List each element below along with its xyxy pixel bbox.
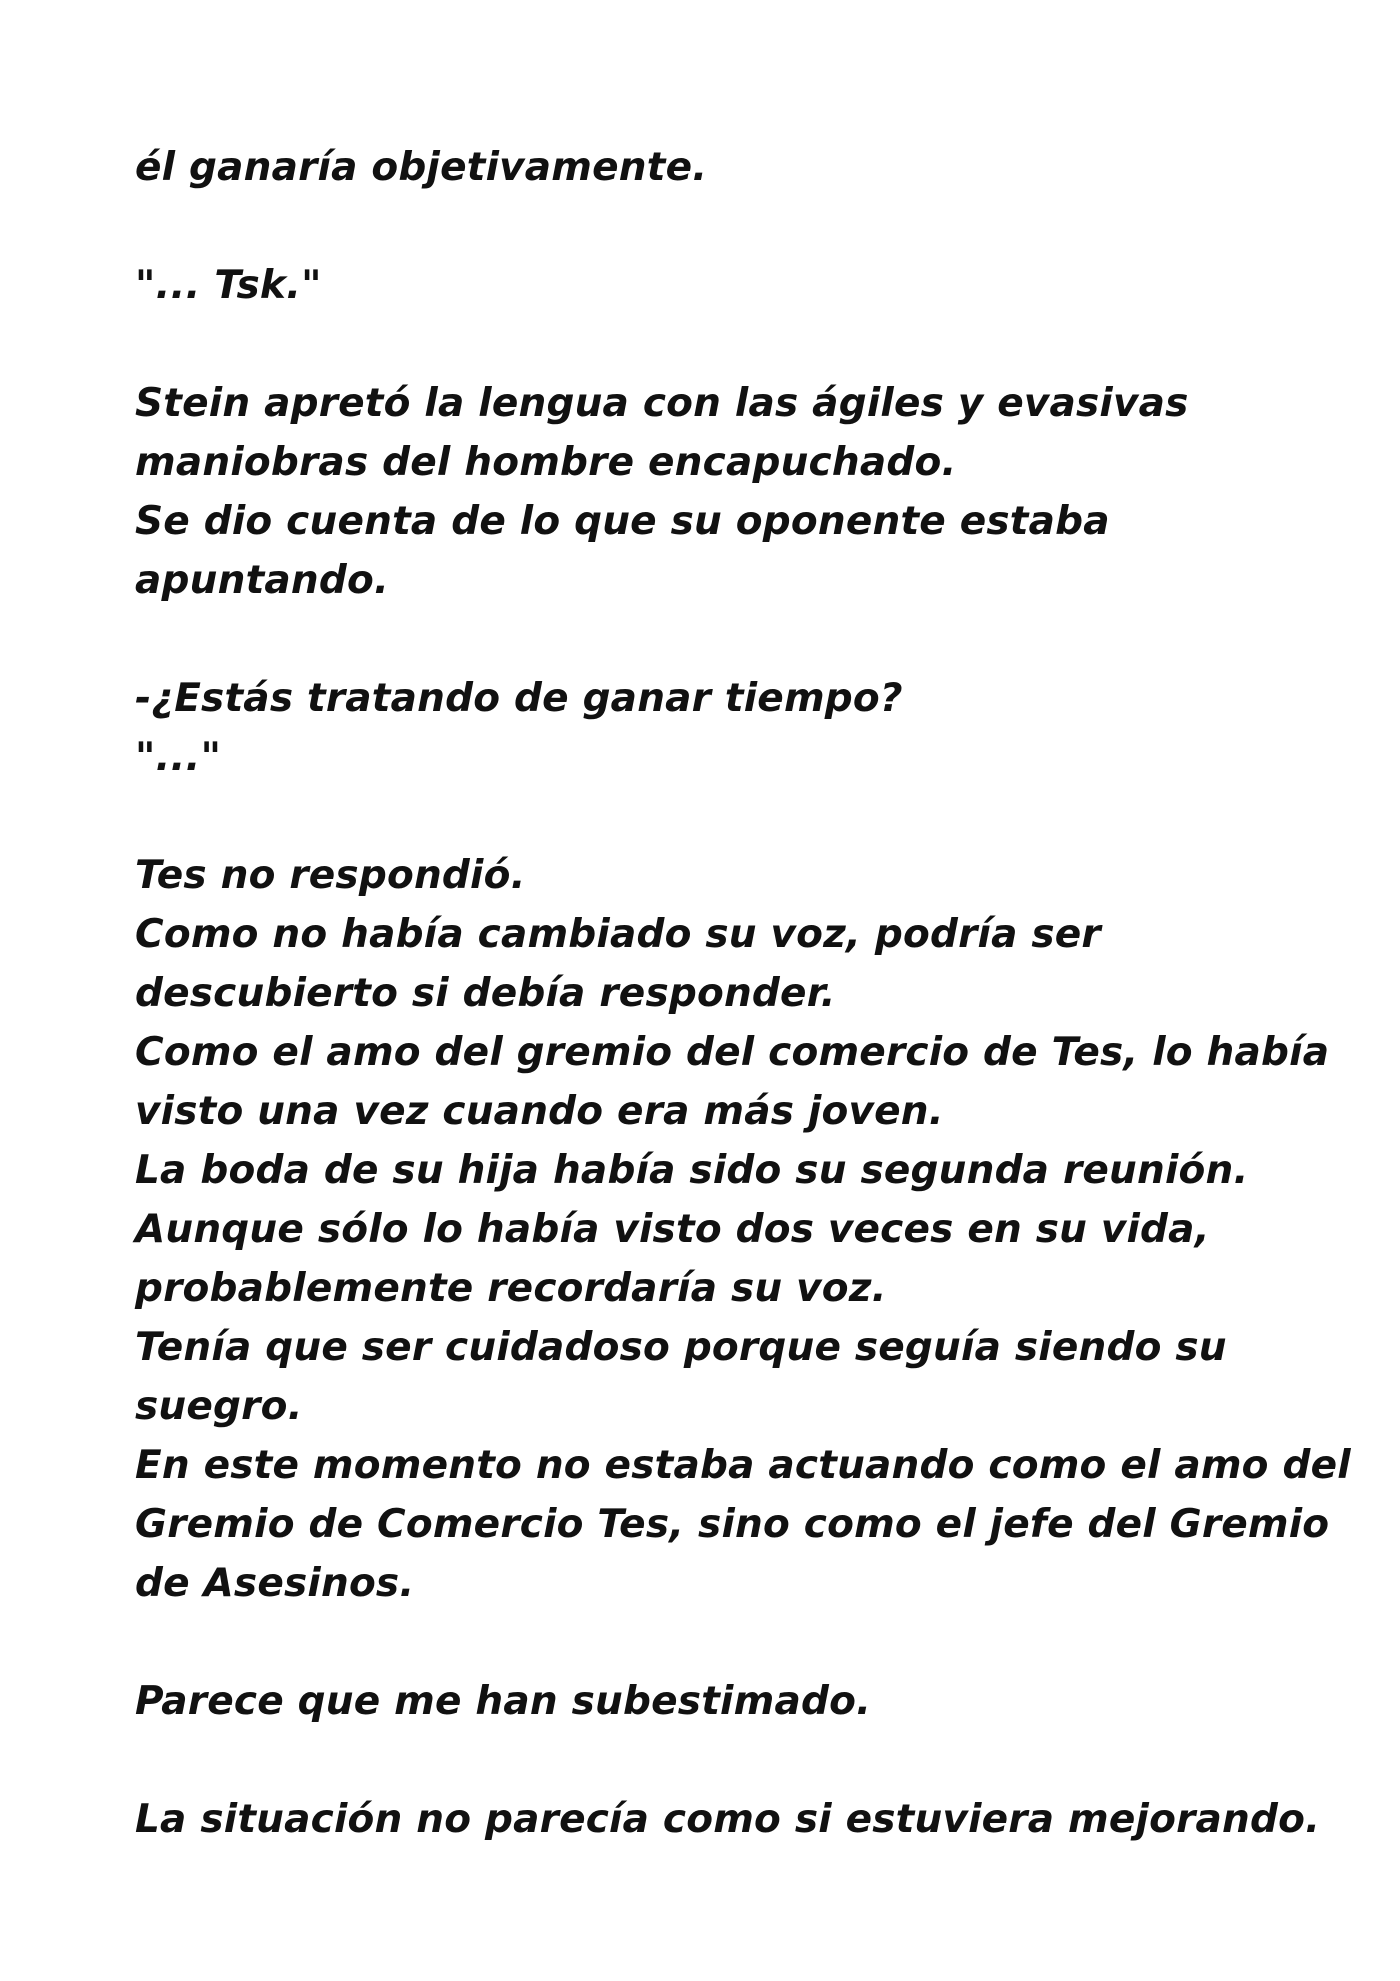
text-line: Se dio cuenta de lo que su oponente estaba <box>135 499 1110 544</box>
text-line: Gremio de Comercio Tes, sino como el jefe del Gremio <box>135 1502 1330 1547</box>
text-line: "... Tsk." <box>135 263 322 308</box>
text-line: descubierto si debía responder. <box>135 971 836 1016</box>
text-line: La boda de su hija había sido su segunda reunión. <box>135 1148 1249 1193</box>
paragraph-gap <box>135 197 1315 256</box>
text-line: Tenía que ser cuidadoso porque seguía siendo su <box>135 1325 1227 1370</box>
paragraph-gap <box>135 787 1315 846</box>
text-line: maniobras del hombre encapuchado. <box>135 440 957 485</box>
text-line: Parece que me han subestimado. <box>135 1679 872 1724</box>
body-text <box>135 138 1351 1849</box>
text-line: Tes no respondió. <box>135 853 526 898</box>
paragraph-gap <box>135 610 1315 669</box>
text-line: La situación no parecía como si estuviera mejorando. <box>135 1797 1321 1842</box>
text-line: probablemente recordaría su voz. <box>135 1266 887 1311</box>
text-line: Como no había cambiado su voz, podría ser <box>135 912 1101 957</box>
paragraph-gap <box>135 315 1315 374</box>
text-line: él ganaría objetivamente. <box>135 145 708 190</box>
text-line: "..." <box>135 735 222 780</box>
text-line: En este momento no estaba actuando como el amo del <box>135 1443 1351 1488</box>
paragraph-gap <box>135 1613 1315 1672</box>
text-line: Stein apretó la lengua con las ágiles y evasivas <box>135 381 1189 426</box>
text-line: Aunque sólo lo había visto dos veces en su vida, <box>135 1207 1210 1252</box>
text-line: -¿Estás tratando de ganar tiempo? <box>135 676 903 721</box>
text-line: Como el amo del gremio del comercio de Tes, lo había <box>135 1030 1330 1075</box>
text-line: de Asesinos. <box>135 1561 415 1606</box>
text-line: suegro. <box>135 1384 303 1429</box>
text-line: apuntando. <box>135 558 390 603</box>
paragraph-gap <box>135 1731 1315 1790</box>
text-line: visto una vez cuando era más joven. <box>135 1089 944 1134</box>
